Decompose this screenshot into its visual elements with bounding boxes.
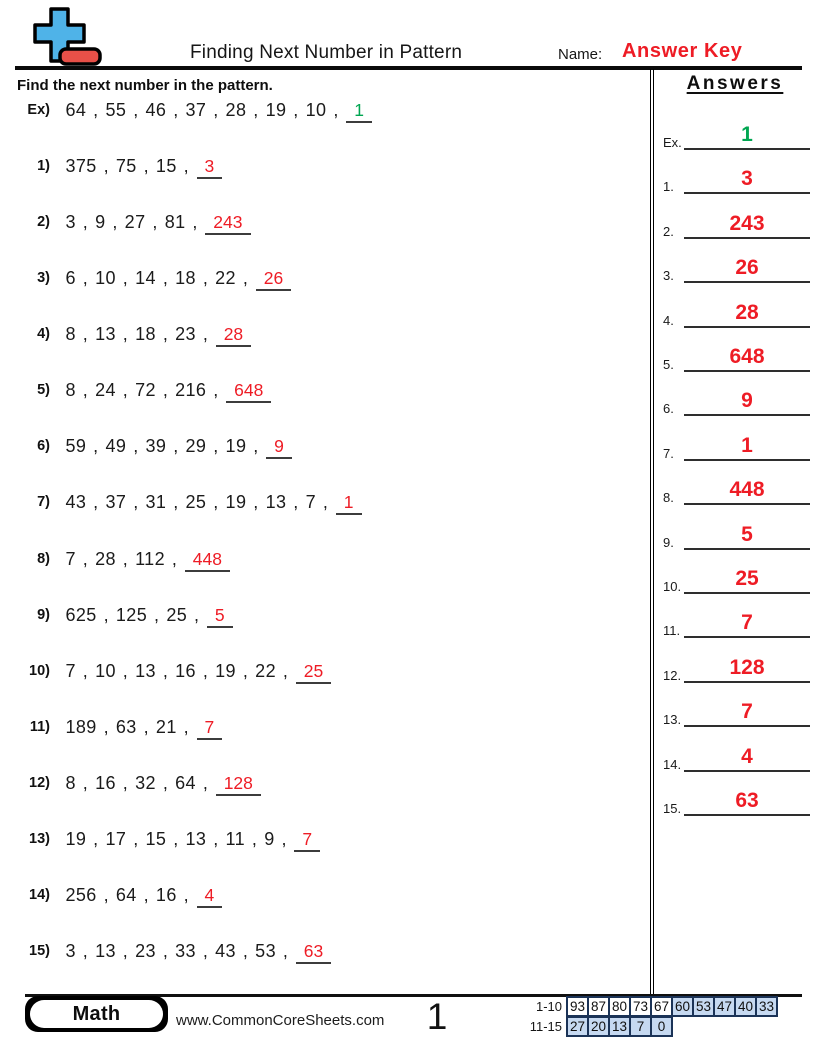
question-row bbox=[17, 941, 331, 964]
question-row bbox=[17, 100, 372, 123]
question-number: 8) bbox=[37, 551, 50, 567]
name-label: Name: bbox=[558, 46, 603, 63]
answer-row bbox=[654, 517, 816, 550]
answer-row bbox=[654, 117, 816, 150]
question-answer-blank: 25 bbox=[296, 661, 331, 684]
score-cell: 47 bbox=[713, 996, 736, 1017]
question-answer-blank: 63 bbox=[296, 941, 331, 964]
answer-value: 5 bbox=[684, 521, 810, 550]
question-row bbox=[17, 212, 251, 235]
question-sequence: 8 , 24 , 72 , 216 , bbox=[65, 380, 219, 400]
answers-heading: Answers bbox=[686, 73, 784, 94]
answer-label: 10. bbox=[663, 579, 682, 594]
question-sequence: 375 , 75 , 15 , bbox=[65, 156, 190, 176]
answer-row bbox=[654, 561, 816, 594]
question-answer-blank: 4 bbox=[197, 885, 223, 908]
score-cells bbox=[566, 996, 778, 1017]
question-answer-blank: 243 bbox=[205, 212, 250, 235]
score-cells bbox=[566, 1016, 673, 1037]
answer-value: 63 bbox=[684, 787, 810, 816]
questions-list bbox=[17, 0, 647, 1000]
answer-row bbox=[654, 650, 816, 683]
worksheet-title: Finding Next Number in Pattern bbox=[190, 42, 463, 63]
website-text: www.CommonCoreSheets.com bbox=[176, 1012, 385, 1029]
question-answer-blank: 7 bbox=[197, 717, 223, 740]
question-answer-blank: 9 bbox=[266, 436, 292, 459]
question-sequence: 6 , 10 , 14 , 18 , 22 , bbox=[65, 268, 249, 288]
answer-row bbox=[654, 383, 816, 416]
question-sequence: 8 , 13 , 18 , 23 , bbox=[65, 324, 209, 344]
answer-row bbox=[654, 783, 816, 816]
answers-panel bbox=[650, 69, 816, 996]
question-number: 2) bbox=[37, 214, 50, 230]
answer-row bbox=[654, 605, 816, 638]
answer-value: 26 bbox=[684, 254, 810, 283]
answer-label: 9. bbox=[663, 535, 674, 550]
score-table bbox=[524, 995, 778, 1037]
answer-value: 3 bbox=[684, 165, 810, 194]
answer-label: 15. bbox=[663, 801, 682, 816]
answer-row bbox=[654, 339, 816, 372]
answer-key-text: Answer Key bbox=[622, 40, 743, 62]
question-sequence: 3 , 13 , 23 , 33 , 43 , 53 , bbox=[65, 941, 289, 961]
answer-value: 25 bbox=[684, 565, 810, 594]
score-cell: 60 bbox=[671, 996, 694, 1017]
question-number: 11) bbox=[29, 719, 50, 735]
answer-row bbox=[654, 739, 816, 772]
question-number: 13) bbox=[29, 831, 50, 847]
subject-label: Math bbox=[72, 1002, 121, 1025]
score-cell: 53 bbox=[692, 996, 715, 1017]
question-number: 3) bbox=[37, 270, 50, 286]
answer-value: 448 bbox=[684, 476, 810, 505]
answer-label: 11. bbox=[663, 623, 681, 638]
question-sequence: 189 , 63 , 21 , bbox=[65, 717, 190, 737]
question-row bbox=[17, 829, 320, 852]
question-answer-blank: 5 bbox=[207, 605, 233, 628]
question-row bbox=[17, 380, 271, 403]
score-row bbox=[524, 1015, 778, 1037]
answer-row bbox=[654, 295, 816, 328]
question-row bbox=[17, 773, 261, 796]
answer-label: 6. bbox=[663, 401, 674, 416]
question-answer-blank: 1 bbox=[336, 492, 362, 515]
question-answer-blank: 128 bbox=[216, 773, 261, 796]
answer-value: 128 bbox=[684, 654, 810, 683]
question-number: 15) bbox=[29, 943, 50, 959]
score-cell: 67 bbox=[650, 996, 673, 1017]
score-cell: 20 bbox=[587, 1016, 610, 1037]
answer-value: 4 bbox=[684, 743, 810, 772]
question-row bbox=[17, 268, 291, 291]
answer-label: Ex. bbox=[663, 135, 682, 150]
answer-row bbox=[654, 428, 816, 461]
question-sequence: 19 , 17 , 15 , 13 , 11 , 9 , bbox=[65, 829, 287, 849]
answer-label: 2. bbox=[663, 224, 674, 239]
question-number: 7) bbox=[37, 494, 50, 510]
math-badge bbox=[25, 996, 168, 1032]
answer-label: 5. bbox=[663, 357, 674, 372]
answer-row bbox=[654, 250, 816, 283]
answer-label: 8. bbox=[663, 490, 674, 505]
question-sequence: 256 , 64 , 16 , bbox=[65, 885, 190, 905]
score-cell: 80 bbox=[608, 996, 631, 1017]
answer-value: 7 bbox=[684, 609, 810, 638]
answer-label: 14. bbox=[663, 757, 682, 772]
question-sequence: 3 , 9 , 27 , 81 , bbox=[65, 212, 198, 232]
answer-row bbox=[654, 472, 816, 505]
score-cell: 87 bbox=[587, 996, 610, 1017]
score-cell: 7 bbox=[629, 1016, 652, 1037]
score-cell: 13 bbox=[608, 1016, 631, 1037]
answer-value: 1 bbox=[684, 121, 810, 150]
question-answer-blank: 7 bbox=[294, 829, 320, 852]
question-number: 5) bbox=[37, 382, 50, 398]
question-row bbox=[17, 885, 222, 908]
answer-label: 7. bbox=[663, 446, 674, 461]
answer-label: 4. bbox=[663, 313, 674, 328]
question-answer-blank: 28 bbox=[216, 324, 251, 347]
answer-value: 1 bbox=[684, 432, 810, 461]
answer-row bbox=[654, 206, 816, 239]
question-number: 1) bbox=[37, 158, 50, 174]
question-row bbox=[17, 661, 331, 684]
instruction-text: Find the next number in the pattern. bbox=[17, 77, 273, 94]
answer-label: 1. bbox=[663, 179, 674, 194]
page-number: 1 bbox=[426, 996, 448, 1037]
score-row-label: 1-10 bbox=[535, 998, 562, 1014]
answer-value: 28 bbox=[684, 299, 810, 328]
question-row bbox=[17, 436, 292, 459]
score-row bbox=[524, 995, 778, 1017]
question-number: 10) bbox=[29, 663, 50, 679]
question-number: 6) bbox=[37, 438, 50, 454]
question-row bbox=[17, 549, 230, 572]
answer-row bbox=[654, 694, 816, 727]
question-number: 14) bbox=[29, 887, 50, 903]
math-badge-pill bbox=[30, 1000, 163, 1028]
question-sequence: 625 , 125 , 25 , bbox=[65, 605, 200, 625]
score-cell: 73 bbox=[629, 996, 652, 1017]
answer-value: 9 bbox=[684, 387, 810, 416]
question-number: 4) bbox=[37, 326, 50, 342]
question-answer-blank: 648 bbox=[226, 380, 271, 403]
question-answer-blank: 3 bbox=[197, 156, 223, 179]
answer-value: 648 bbox=[684, 343, 810, 372]
score-row-label: 11-15 bbox=[529, 1018, 562, 1034]
answer-row bbox=[654, 161, 816, 194]
question-sequence: 64 , 55 , 46 , 37 , 28 , 19 , 10 , bbox=[65, 100, 339, 120]
question-sequence: 59 , 49 , 39 , 29 , 19 , bbox=[65, 436, 259, 456]
question-answer-blank: 26 bbox=[256, 268, 291, 291]
question-sequence: 8 , 16 , 32 , 64 , bbox=[65, 773, 209, 793]
question-sequence: 7 , 10 , 13 , 16 , 19 , 22 , bbox=[65, 661, 289, 681]
question-sequence: 7 , 28 , 112 , bbox=[65, 549, 178, 569]
score-cell: 27 bbox=[566, 1016, 589, 1037]
answer-label: 12. bbox=[663, 668, 682, 683]
question-row bbox=[17, 605, 233, 628]
question-row bbox=[17, 156, 222, 179]
score-cell: 93 bbox=[566, 996, 589, 1017]
question-number: Ex) bbox=[27, 102, 50, 118]
question-row bbox=[17, 717, 222, 740]
question-row bbox=[17, 492, 362, 515]
score-cell: 33 bbox=[755, 996, 778, 1017]
question-number: 9) bbox=[37, 607, 50, 623]
answer-value: 243 bbox=[684, 210, 810, 239]
question-number: 12) bbox=[29, 775, 50, 791]
score-cell: 0 bbox=[650, 1016, 673, 1037]
question-sequence: 43 , 37 , 31 , 25 , 19 , 13 , 7 , bbox=[65, 492, 329, 512]
question-answer-blank: 1 bbox=[346, 100, 372, 123]
answer-label: 3. bbox=[663, 268, 674, 283]
question-row bbox=[17, 324, 251, 347]
question-answer-blank: 448 bbox=[185, 549, 230, 572]
score-cell: 40 bbox=[734, 996, 757, 1017]
answer-label: 13. bbox=[663, 712, 682, 727]
answer-value: 7 bbox=[684, 698, 810, 727]
